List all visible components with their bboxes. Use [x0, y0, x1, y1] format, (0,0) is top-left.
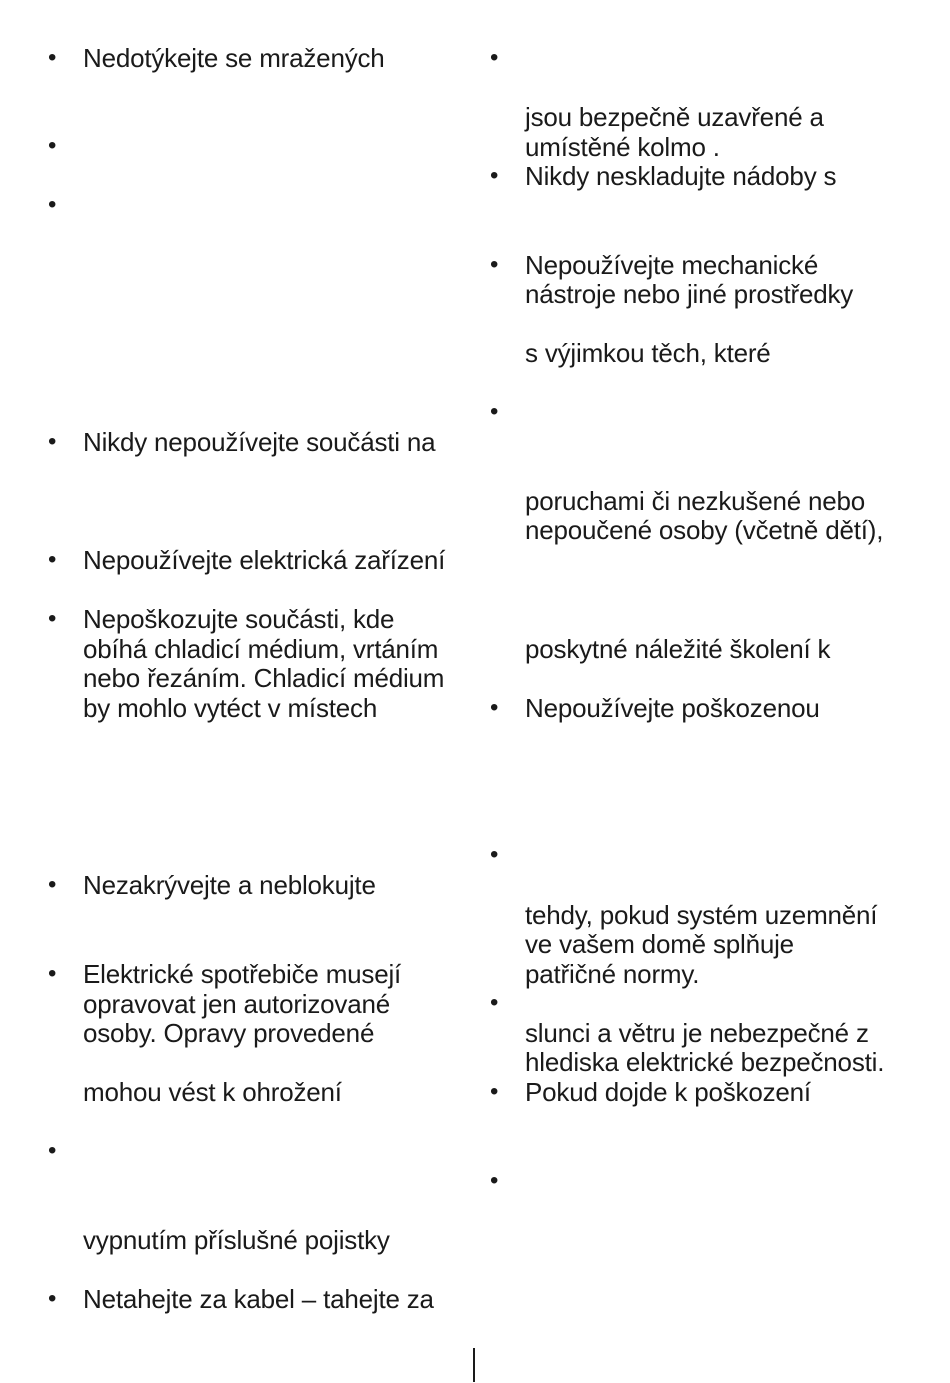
right-text-line: Nepoužívejte mechanické: [525, 250, 819, 280]
bullet-marker: •: [48, 1137, 57, 1164]
right-text-line: Nepoužívejte poškozenou: [525, 693, 820, 723]
bullet-marker: •: [490, 694, 499, 721]
right-text-line: poruchami či nezkušené nebo: [525, 486, 866, 516]
right-text-line: jsou bezpečně uzavřené a: [525, 102, 824, 132]
right-text-line: nepoučené osoby (včetně dětí),: [525, 515, 884, 545]
left-text-line: Nikdy nepoužívejte součásti na: [83, 427, 436, 457]
left-text-line: nebo řezáním. Chladicí médium: [83, 663, 445, 693]
left-text-line: opravovat jen autorizované: [83, 989, 391, 1019]
right-text-line: Pokud dojde k poškození: [525, 1077, 811, 1107]
left-text-line: mohou vést k ohrožení: [83, 1077, 342, 1107]
left-text-line: Nezakrývejte a neblokujte: [83, 870, 376, 900]
bullet-marker: •: [490, 989, 499, 1016]
bullet-marker: •: [48, 428, 57, 455]
bullet-marker: •: [490, 398, 499, 425]
right-text-line: Nikdy neskladujte nádoby s: [525, 161, 837, 191]
right-text-line: ve vašem domě splňuje: [525, 929, 794, 959]
right-text-line: umístěné kolmo .: [525, 132, 720, 162]
right-text-line: slunci a větru je nebezpečné z: [525, 1018, 869, 1048]
bullet-marker: •: [48, 44, 57, 71]
left-text-line: osoby. Opravy provedené: [83, 1018, 375, 1048]
right-text-line: tehdy, pokud systém uzemnění: [525, 900, 878, 930]
left-text-line: Nedotýkejte se mražených: [83, 43, 385, 73]
bullet-marker: •: [48, 960, 57, 987]
bullet-marker: •: [490, 251, 499, 278]
left-text-line: vypnutím příslušné pojistky: [83, 1225, 390, 1255]
bullet-marker: •: [490, 44, 499, 71]
bullet-marker: •: [490, 1078, 499, 1105]
right-text-line: hlediska elektrické bezpečnosti.: [525, 1047, 885, 1077]
right-text-line: patřičné normy.: [525, 959, 700, 989]
bullet-marker: •: [490, 1167, 499, 1194]
left-text-line: by mohlo vytéct v místech: [83, 693, 378, 723]
left-text-line: Nepoužívejte elektrická zařízení: [83, 545, 446, 575]
left-text-line: Nepoškozujte součásti, kde: [83, 604, 395, 634]
bullet-marker: •: [48, 546, 57, 573]
bullet-marker: •: [48, 191, 57, 218]
left-text-line: Elektrické spotřebiče musejí: [83, 959, 402, 989]
left-text-line: Netahejte za kabel – tahejte za: [83, 1284, 434, 1314]
right-text-line: poskytné náležité školení k: [525, 634, 831, 664]
bullet-marker: •: [48, 871, 57, 898]
bullet-marker: •: [48, 1285, 57, 1312]
bullet-marker: •: [48, 605, 57, 632]
right-text-line: s výjimkou těch, které: [525, 338, 771, 368]
left-text-line: obíhá chladicí médium, vrtáním: [83, 634, 439, 664]
bullet-marker: •: [490, 162, 499, 189]
page-divider-mark: [473, 1348, 475, 1382]
bullet-marker: •: [48, 132, 57, 159]
bullet-marker: •: [490, 841, 499, 868]
right-text-line: nástroje nebo jiné prostředky: [525, 279, 854, 309]
